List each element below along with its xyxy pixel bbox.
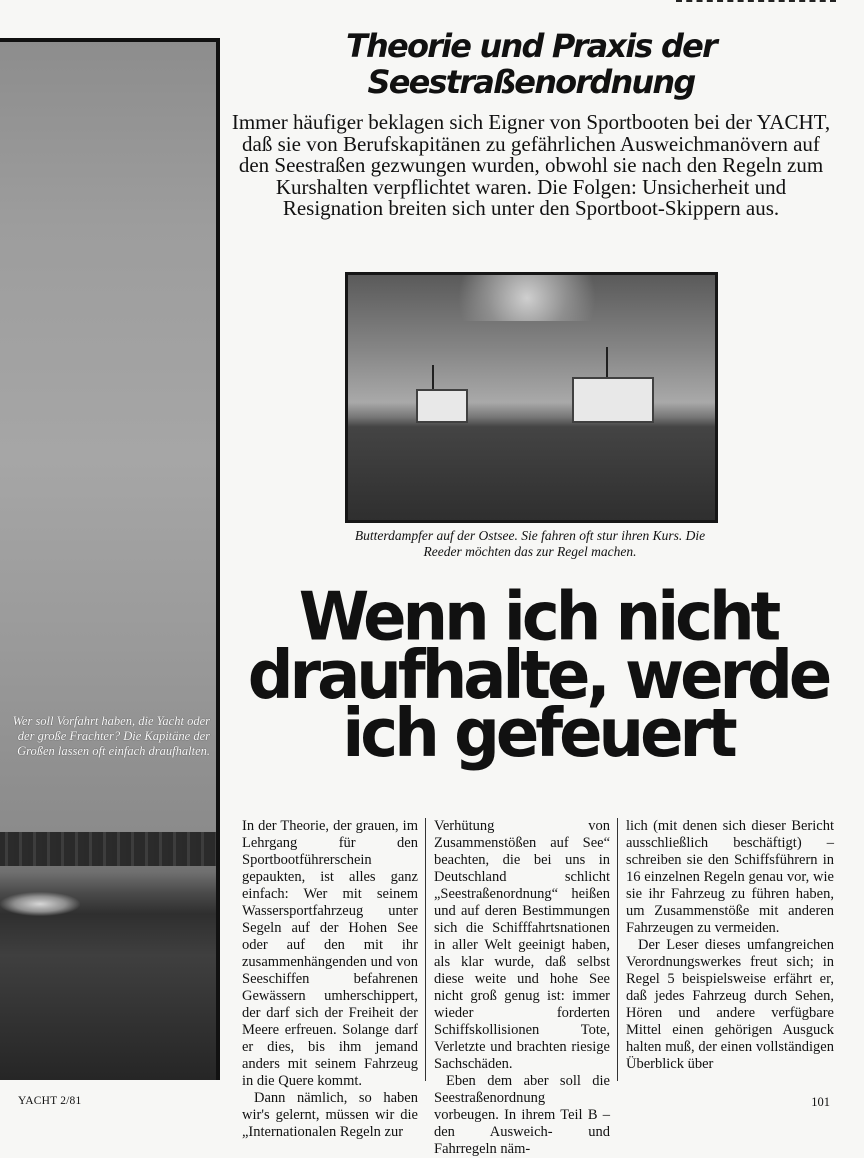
photo-wave bbox=[0, 892, 80, 916]
column-3-paragraph-1: lich (mit denen sich dieser Bericht ausschließlich beschäftigt) – schreiben sie den Schiffsführern in 16 einzelnen Regeln genau vor, wie sie ihr Fahrzeug zu führen haben, um Zusammenstöße mit anderen Fahrzeugen zu vermeiden. bbox=[626, 818, 834, 936]
ship-wake bbox=[348, 427, 715, 433]
ship-left bbox=[416, 389, 468, 423]
photo-horizon bbox=[0, 832, 216, 866]
center-photo bbox=[345, 272, 718, 523]
top-rule-dashes bbox=[676, 0, 836, 5]
sky-glow bbox=[432, 275, 622, 321]
page-number: 101 bbox=[811, 1095, 830, 1109]
text-column-3 bbox=[626, 818, 834, 1073]
column-3-paragraph-2: Der Leser dieses umfangreichen Verordnungswerkes freut sich; in Regel 5 beispielsweise erfährt er, daß jedes Fahrzeug durch Sehen, Hören und andere verfügbare Mittel einen gehörigen Ausguck halten muß, der einen vollständigen Überblick über bbox=[626, 937, 834, 1072]
text-column-1 bbox=[242, 818, 418, 1141]
column-divider-2 bbox=[617, 818, 618, 1081]
column-1-paragraph-2: Dann nämlich, so haben wir's gelernt, müssen wir die „Internationalen Regeln zur bbox=[242, 1090, 418, 1140]
left-photo-caption: Wer soll Vorfahrt haben, die Yacht oder der große Frachter? Die Kapitäne der Großen lassen oft einfach draufhalten. bbox=[12, 714, 210, 758]
text-column-2 bbox=[434, 818, 610, 1158]
main-headline: Wenn ich nicht draufhalte, werde ich gefeuert bbox=[247, 579, 829, 773]
page-footer-issue: YACHT 2/81 bbox=[18, 1095, 82, 1107]
ship-mast-right bbox=[606, 347, 608, 379]
column-2-paragraph-2: Eben dem aber soll die Seestraßenordnung vorbeugen. In ihrem Teil B – den Ausweich- und Fahrregeln näm- bbox=[434, 1073, 610, 1157]
column-2-paragraph-1: Verhütung von Zusammenstößen auf See“ beachten, die bei uns in Deutschland schlicht „Seestraßenordnung“ heißen und auf deren Bestimmungen sich die Schifffahrtsnationen in aller Welt geeinigt haben, als klar wurde, daß selbst diese weite und hohe See nicht groß genug ist: immer wieder forderten Schiffskollisionen Tote, Verletzte und brachten riesige Sachschäden. bbox=[434, 818, 610, 1072]
left-photo bbox=[0, 38, 220, 1080]
article-header bbox=[228, 28, 834, 220]
column-divider-1 bbox=[425, 818, 426, 1081]
column-1-paragraph-1: In der Theorie, der grauen, im Lehrgang für den Sportbootführerschein gepaukten, ist alles ganz einfach: Wer mit seinem Wassersportfahrzeug unter Segeln auf der Hohen See oder auf den mit ihr zusammenhängenden und von Seeschiffen befahrenen Gewässern umherschippert, der darf sich der Freiheit der Meere erfreuen. Solange darf er dies, bis ihm jemand anders mit seinem Fahrzeug in die Quere kommt. bbox=[242, 818, 418, 1089]
article-title: Theorie und Praxis der Seestraßenordnung bbox=[346, 27, 716, 101]
center-photo-caption: Butterdampfer auf der Ostsee. Sie fahren oft stur ihren Kurs. Die Reeder möchten das zur Regel machen. bbox=[354, 528, 706, 559]
ship-right bbox=[572, 377, 654, 423]
article-intro: Immer häufiger beklagen sich Eigner von Sportbooten bei der YACHT, daß sie von Berufskapitänen zu gefährlichen Ausweichmanövern auf den Seestraßen gezwungen wurden, obwohl sie nach den Regeln zum Kurshalten verpflichtet waren. Die Folgen: Unsicherheit und Resignation breiten sich unter den Sportboot-Skippern aus. bbox=[231, 110, 831, 220]
